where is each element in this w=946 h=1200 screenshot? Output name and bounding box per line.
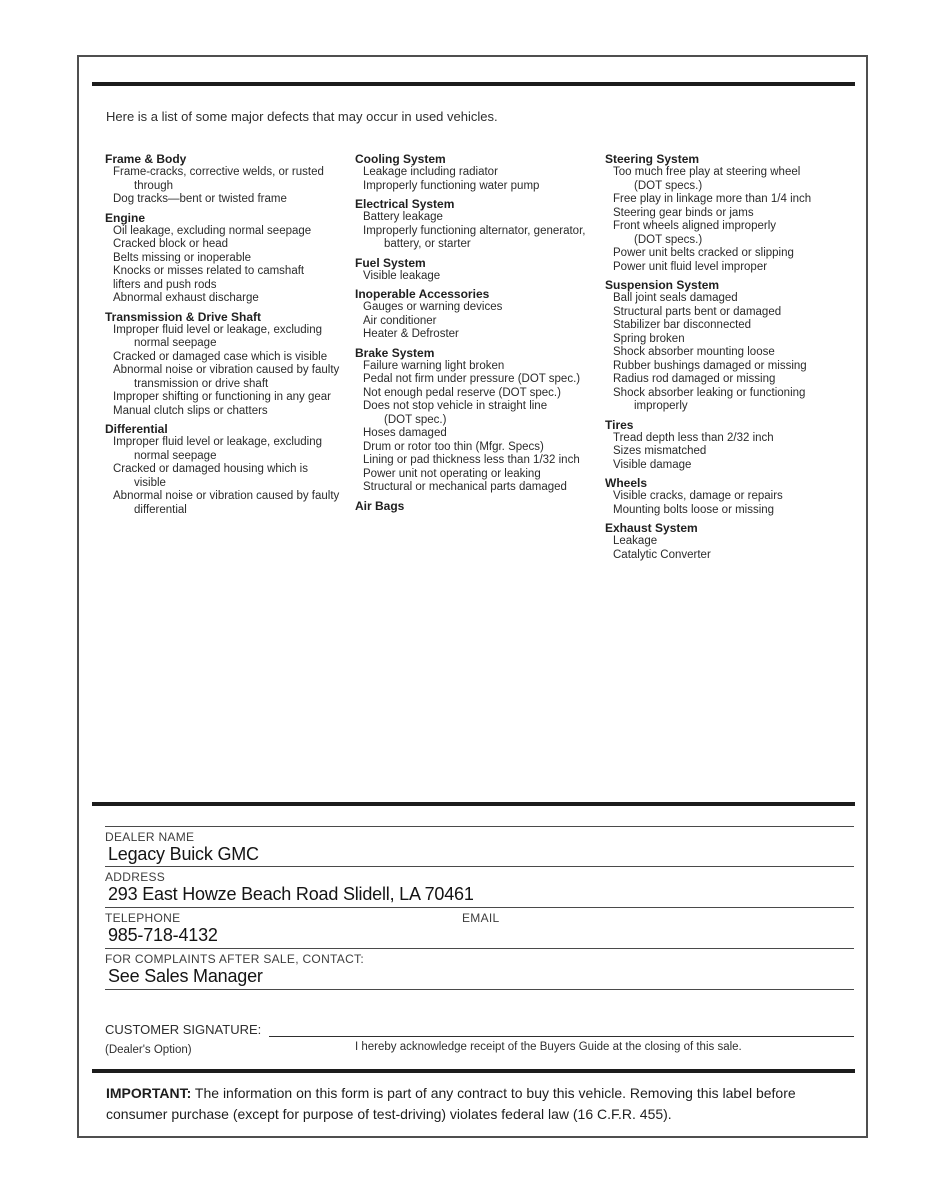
defect-item: Stabilizer bar disconnected xyxy=(613,319,752,331)
defect-item: (DOT specs.) xyxy=(634,179,703,192)
defect-item: transmission or drive shaft xyxy=(134,377,269,390)
defect-item: Lining or pad thickness less than 1/32 inch xyxy=(363,454,580,466)
defect-item: Visible damage xyxy=(613,458,692,471)
defect-item: Structural or mechanical parts damaged xyxy=(363,481,567,493)
telephone-value: 985-718-4132 xyxy=(108,925,218,945)
defects-intro-text: Here is a list of some major defects that may occur in used vehicles. xyxy=(106,109,498,124)
dealer-name-label: DEALER NAME xyxy=(105,830,195,844)
defect-item: Leakage xyxy=(613,535,658,547)
defect-item: differential xyxy=(134,503,187,516)
defect-section-title: Fuel System xyxy=(355,255,426,270)
defect-item: Leakage including radiator xyxy=(363,166,498,178)
defect-item: Power unit belts cracked or slipping xyxy=(613,247,794,259)
buyers-guide-page xyxy=(77,55,868,1138)
defect-item: Improperly functioning water pump xyxy=(363,179,540,192)
defect-item: Rubber bushings damaged or missing xyxy=(613,359,807,372)
dealer-name-field xyxy=(105,826,854,867)
defect-item: lifters and push rods xyxy=(113,278,217,291)
defect-section-title: Engine xyxy=(105,210,146,225)
defect-item: Tread depth less than 2/32 inch xyxy=(613,431,774,444)
defect-item: Knocks or misses related to camshaft xyxy=(113,265,305,277)
signature-sub-row xyxy=(105,1040,854,1056)
defects-column-3 xyxy=(605,152,855,562)
important-section-divider-rule xyxy=(92,1069,855,1073)
defect-section-title: Wheels xyxy=(605,476,648,490)
signature-line xyxy=(269,1021,854,1037)
defect-item: Belts missing or inoperable xyxy=(113,251,252,264)
defect-item: Shock absorber mounting loose xyxy=(613,346,775,358)
acknowledgment-text: I hereby acknowledge receipt of the Buyers Guide at the closing of this sale. xyxy=(355,1041,742,1053)
defect-item: through xyxy=(134,179,174,192)
defect-item: Battery leakage xyxy=(363,211,443,223)
defect-section-title: Suspension System xyxy=(605,278,720,292)
defect-item: Abnormal exhaust discharge xyxy=(113,292,259,304)
address-value: 293 East Howze Beach Road Slidell, LA 70461 xyxy=(108,884,474,904)
defect-section-title: Frame & Body xyxy=(105,152,187,166)
defect-item: Does not stop vehicle in straight line xyxy=(363,400,548,412)
complaints-value: See Sales Manager xyxy=(108,966,263,986)
defect-item: visible xyxy=(134,476,166,489)
dealer-name-value: Legacy Buick GMC xyxy=(108,844,259,864)
address-label: ADDRESS xyxy=(105,870,166,884)
defect-item: Pedal not firm under pressure (DOT spec.) xyxy=(363,373,581,385)
customer-signature-label: CUSTOMER SIGNATURE: xyxy=(105,1022,262,1037)
defect-item: Dog tracks—bent or twisted frame xyxy=(113,193,287,205)
defect-item: Drum or rotor too thin (Mfgr. Specs) xyxy=(363,440,544,453)
defect-item: Sizes mismatched xyxy=(613,445,707,457)
defect-item: Cracked or damaged housing which is xyxy=(113,463,308,475)
address-field xyxy=(105,867,854,908)
defect-section-title: Tires xyxy=(605,417,634,432)
telephone-email-field xyxy=(105,908,854,949)
defect-section-title: Steering System xyxy=(605,152,700,166)
defect-item: Abnormal noise or vibration caused by faulty xyxy=(113,490,340,502)
defect-item: Abnormal noise or vibration caused by faulty xyxy=(113,364,340,376)
defect-section-title: Cooling System xyxy=(355,152,446,166)
defect-item: Manual clutch slips or chatters xyxy=(113,404,268,417)
defect-item: Improperly functioning alternator, generator, xyxy=(363,224,586,237)
customer-signature-block xyxy=(105,1021,854,1056)
complaints-contact-field xyxy=(105,949,854,990)
defect-item: Radius rod damaged or missing xyxy=(613,373,776,385)
defects-column-1 xyxy=(105,152,355,562)
email-label: EMAIL xyxy=(462,911,500,925)
defect-item: Structural parts bent or damaged xyxy=(613,305,782,318)
defect-item: Steering gear binds or jams xyxy=(613,206,754,219)
defect-item: Improper shifting or functioning in any gear xyxy=(113,391,331,403)
defect-item: normal seepage xyxy=(134,337,217,349)
defect-item: normal seepage xyxy=(134,449,217,462)
important-notice xyxy=(106,1083,850,1125)
defect-section-title: Exhaust System xyxy=(605,521,698,535)
defect-item: Heater & Defroster xyxy=(363,328,459,340)
defect-item: Cracked block or head xyxy=(113,238,229,250)
important-text: The information on this form is part of any contract to buy this vehicle. Removing this label before consumer purchase (except for purpose of test-driving) violates federal law (16 C.F.R. 455). xyxy=(106,1085,796,1122)
defect-section-title: Inoperable Accessories xyxy=(355,287,490,301)
defect-item: Improper fluid level or leakage, excluding xyxy=(113,436,323,448)
defect-item: battery, or starter xyxy=(384,238,471,250)
signature-row xyxy=(105,1021,854,1037)
defect-item: (DOT specs.) xyxy=(634,233,703,246)
defect-item: Too much free play at steering wheel xyxy=(613,166,801,178)
top-divider-rule xyxy=(92,82,855,86)
defect-item: Visible leakage xyxy=(363,269,441,282)
defect-item: Spring broken xyxy=(613,332,685,345)
defect-item: Free play in linkage more than 1/4 inch xyxy=(613,193,812,205)
defects-column-2 xyxy=(355,152,605,562)
defect-item: Ball joint seals damaged xyxy=(613,292,738,304)
defect-item: Not enough pedal reserve (DOT spec.) xyxy=(363,386,561,399)
defects-columns xyxy=(105,152,855,562)
defect-item: Hoses damaged xyxy=(363,427,447,439)
defect-section-title: Differential xyxy=(105,422,168,436)
defect-item: Frame-cracks, corrective welds, or rusted xyxy=(113,166,324,178)
complaints-label: FOR COMPLAINTS AFTER SALE, CONTACT: xyxy=(105,952,364,966)
important-label: IMPORTANT: xyxy=(106,1085,192,1101)
defect-item: improperly xyxy=(634,400,688,412)
defect-item: Mounting bolts loose or missing xyxy=(613,503,775,516)
defect-section-title: Transmission & Drive Shaft xyxy=(105,309,262,324)
defect-item: Oil leakage, excluding normal seepage xyxy=(113,224,312,237)
defect-item: Air conditioner xyxy=(363,314,437,327)
defect-item: Front wheels aligned improperly xyxy=(613,220,776,232)
defect-item: Visible cracks, damage or repairs xyxy=(613,490,783,502)
defect-item: Power unit not operating or leaking xyxy=(363,467,541,480)
defect-item: Cracked or damaged case which is visible xyxy=(113,350,328,363)
defect-item: (DOT spec.) xyxy=(384,413,447,426)
defect-item: Shock absorber leaking or functioning xyxy=(613,386,806,399)
defect-item: Gauges or warning devices xyxy=(363,301,503,313)
dealer-section-divider-rule xyxy=(92,802,855,806)
defect-item: Catalytic Converter xyxy=(613,548,711,561)
defect-item: Improper fluid level or leakage, excluding xyxy=(113,323,323,336)
telephone-label: TELEPHONE xyxy=(105,911,181,925)
defect-item: Failure warning light broken xyxy=(363,359,505,372)
dealers-option-label: (Dealer's Option) xyxy=(105,1044,192,1056)
dealer-info-block xyxy=(105,826,854,990)
defect-section-title: Air Bags xyxy=(355,498,405,513)
defect-item: Power unit fluid level improper xyxy=(613,260,768,273)
defect-section-title: Brake System xyxy=(355,345,435,360)
defect-section-title: Electrical System xyxy=(355,197,455,211)
